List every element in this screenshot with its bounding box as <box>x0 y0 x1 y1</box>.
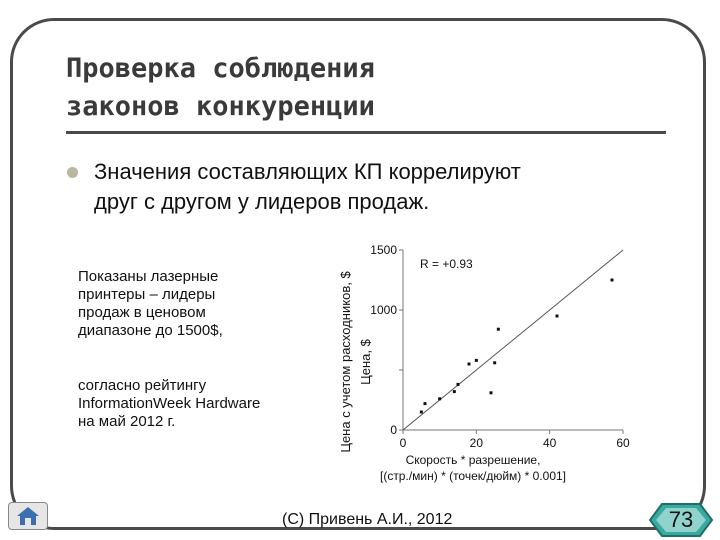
note1-line: принтеры – лидеры <box>78 286 216 303</box>
bullet-line-1: Значения составляющих КП коррелируют <box>94 159 521 184</box>
data-point <box>468 363 471 366</box>
data-point <box>490 391 493 394</box>
x-tick-label: 0 <box>399 436 407 450</box>
trend-line <box>403 250 623 430</box>
page-number: 73 <box>668 507 694 532</box>
note2-line: на май 2012 г. <box>78 413 176 430</box>
bullet-line-2: друг с другом у лидеров продаж. <box>94 189 430 214</box>
x-tick-label: 20 <box>469 436 484 450</box>
home-icon <box>9 503 47 529</box>
scatter-chart <box>330 238 650 490</box>
data-point <box>438 397 441 400</box>
title-line-2: законов конкуренции <box>66 91 375 122</box>
data-point <box>611 279 614 282</box>
home-button[interactable] <box>8 502 48 530</box>
y-tick-label: 1000 <box>370 303 397 317</box>
bullet-text <box>94 157 674 217</box>
data-point <box>420 411 423 414</box>
x-tick-label: 40 <box>542 436 557 450</box>
data-point <box>424 402 427 405</box>
data-point <box>493 361 496 364</box>
note-printers <box>78 268 308 340</box>
x-axis-label-line-1: Скорость * разрешение, <box>405 453 541 467</box>
data-point <box>497 328 500 331</box>
y-tick-label: 0 <box>390 423 397 437</box>
data-point <box>457 383 460 386</box>
note1-line: диапазоне до 1500$, <box>78 322 223 339</box>
y-tick-label: 1500 <box>370 243 397 257</box>
note2-line: согласно рейтингу <box>78 377 207 394</box>
note1-line: продаж в ценовом <box>78 304 206 321</box>
y-axis-label-price-with-supplies: Цена с учетом расходников, $ <box>338 271 353 453</box>
data-point <box>475 359 478 362</box>
data-point <box>453 390 456 393</box>
y-axis-label-price: Цена, $ <box>358 339 373 385</box>
title-line-1: Проверка соблюдения <box>66 53 375 84</box>
slide-title <box>66 50 666 126</box>
bullet-icon <box>67 167 78 178</box>
footer-copyright: (C) Привень А.И., 2012 <box>282 511 453 528</box>
title-underline <box>66 131 666 134</box>
note2-line: InformationWeek Hardware <box>78 395 261 412</box>
x-axis-label-line-2: [(стр./мин) * (точек/дюйм) * 0.001] <box>379 469 567 483</box>
note-rating <box>78 377 308 431</box>
note1-line: Показаны лазерные <box>78 268 219 285</box>
correlation-annotation: R = +0.93 <box>420 257 473 271</box>
x-tick-label: 60 <box>616 436 630 450</box>
data-point <box>556 315 559 318</box>
